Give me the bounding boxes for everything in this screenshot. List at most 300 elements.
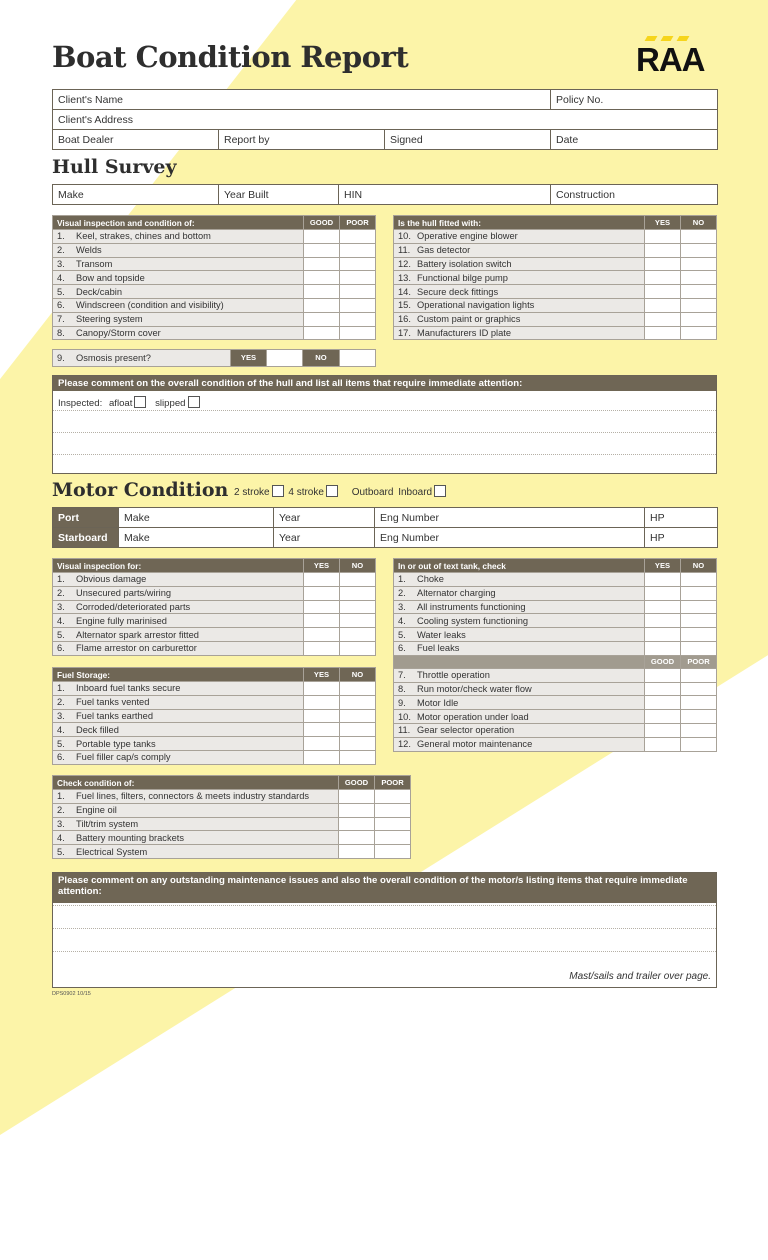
hull-visual-item-label — [53, 326, 304, 340]
tank-check-sub-checkbox-2[interactable] — [681, 710, 717, 724]
hull-visual-checkbox-1[interactable] — [304, 312, 340, 326]
client-info-table — [52, 89, 718, 150]
tank-check-sub-item-label — [394, 723, 645, 737]
tank-check-sub-checkbox-2[interactable] — [681, 737, 717, 751]
check-condition-header-row — [53, 776, 411, 790]
fuel-storage-checkbox-2[interactable] — [340, 709, 376, 723]
tank-check-sub-checkbox-2[interactable] — [681, 696, 717, 710]
fuel-storage-item-number: 3. — [57, 710, 65, 721]
check-condition-row — [53, 817, 411, 831]
fuel-storage-item-label — [53, 682, 304, 696]
fuel-storage-checkbox-1[interactable] — [304, 695, 340, 709]
slipped-checkbox[interactable] — [188, 396, 200, 408]
hull-fitted-item-label — [394, 243, 645, 257]
tank-check-col-no: NO — [681, 559, 717, 573]
hin-field[interactable]: HIN — [339, 185, 551, 205]
hull-visual-item-label — [53, 285, 304, 299]
port-make-field[interactable]: Make — [119, 508, 274, 528]
hull-visual-item-text: Bow and topside — [76, 272, 145, 283]
motor-visual-item-number: 5. — [57, 629, 65, 640]
hull-comment-panel — [52, 375, 717, 474]
hull-visual-item-text: Deck/cabin — [76, 286, 122, 297]
tank-check-sub-row — [394, 710, 717, 724]
hull-make-field[interactable]: Make — [53, 185, 219, 205]
fuel-storage-checkbox-1[interactable] — [304, 723, 340, 737]
hull-fitted-item-number: 15. — [398, 300, 411, 311]
hull-fitted-header: Is the hull fitted with: — [394, 216, 645, 230]
hull-visual-header-row — [53, 216, 376, 230]
hull-comment-area[interactable] — [53, 410, 716, 473]
fuel-storage-row — [53, 709, 376, 723]
page-title: Boat Condition Report — [52, 40, 409, 74]
tank-check-sub-item-text: Run motor/check water flow — [417, 683, 532, 694]
tank-check-item-label — [394, 600, 645, 614]
hull-visual-row — [53, 285, 376, 299]
motor-visual-item-label — [53, 600, 304, 614]
footer-code: DPS0902 10/15 — [52, 991, 91, 997]
fuel-storage-item-text: Fuel tanks earthed — [76, 710, 154, 721]
check-condition-item-number: 2. — [57, 805, 65, 816]
hull-visual-row — [53, 230, 376, 244]
check-condition-item-text: Electrical System — [76, 846, 148, 857]
fuel-storage-row — [53, 682, 376, 696]
hull-visual-checkbox-1[interactable] — [304, 285, 340, 299]
hull-details-table — [52, 184, 718, 205]
construction-field[interactable]: Construction — [551, 185, 718, 205]
tank-check-checkbox-2[interactable] — [681, 573, 717, 587]
hull-fitted-row — [394, 257, 717, 271]
hull-visual-row — [53, 298, 376, 312]
check-condition-header: Check condition of: — [53, 776, 339, 790]
hull-visual-item-number: 7. — [57, 314, 65, 325]
slipped-label: slipped — [155, 398, 186, 409]
motor-visual-row — [53, 614, 376, 628]
hull-visual-checkbox-2[interactable] — [340, 230, 376, 244]
check-condition-checkbox-2[interactable] — [375, 790, 411, 804]
port-hp-field[interactable]: HP — [645, 508, 718, 528]
fuel-storage-header: Fuel Storage: — [53, 668, 304, 682]
tank-check-item-text: Alternator charging — [417, 588, 496, 599]
tank-check-sub-item-label — [394, 710, 645, 724]
tank-check-item-number: 1. — [398, 574, 406, 585]
hull-fitted-checkbox-2[interactable] — [681, 230, 717, 244]
hull-visual-checkbox-2[interactable] — [340, 326, 376, 340]
tank-check-sub-checkbox-2[interactable] — [681, 682, 717, 696]
tank-check-sub-row — [394, 723, 717, 737]
tank-check-row — [394, 641, 717, 655]
check-condition-checkbox-1[interactable] — [339, 790, 375, 804]
hull-fitted-item-text: Custom paint or graphics — [417, 314, 521, 325]
tank-check-sub-checkbox-2[interactable] — [681, 723, 717, 737]
check-condition-item-text: Engine oil — [76, 805, 117, 816]
osmosis-number: 9. — [57, 353, 65, 363]
fuel-storage-row — [53, 723, 376, 737]
report-by-field[interactable]: Report by — [219, 130, 385, 150]
two-stroke-label: 2 stroke — [234, 487, 270, 498]
starboard-make-field[interactable]: Make — [119, 528, 274, 548]
check-condition-checkbox-2[interactable] — [375, 817, 411, 831]
motor-comment-header: Please comment on any outstanding maintenance issues and also the overall condition of the motor/s listing items that require immediate attention: — [53, 873, 716, 903]
fuel-storage-item-number: 1. — [57, 683, 65, 694]
check-condition-item-label — [53, 845, 339, 859]
hull-visual-table — [52, 215, 376, 340]
tank-check-checkbox-2[interactable] — [681, 600, 717, 614]
boat-dealer-field[interactable]: Boat Dealer — [53, 130, 219, 150]
motor-type-options — [234, 485, 446, 498]
hull-fitted-col-no: NO — [681, 216, 717, 230]
fuel-storage-col-yes: YES — [304, 668, 340, 682]
tank-check-col-yes: YES — [645, 559, 681, 573]
hull-visual-checkbox-2[interactable] — [340, 271, 376, 285]
tank-check-item-text: Fuel leaks — [417, 643, 460, 654]
hull-visual-row — [53, 271, 376, 285]
hull-visual-col-good: GOOD — [304, 216, 340, 230]
motor-visual-checkbox-2[interactable] — [340, 614, 376, 628]
hull-fitted-item-label — [394, 312, 645, 326]
motor-visual-checkbox-1[interactable] — [304, 628, 340, 642]
hull-visual-item-text: Transom — [76, 258, 113, 269]
mast-note: Mast/sails and trailer over page. — [569, 971, 711, 982]
tank-check-header: In or out of text tank, check — [394, 559, 645, 573]
hull-visual-row — [53, 326, 376, 340]
tank-check-checkbox-2[interactable] — [681, 586, 717, 600]
tank-check-sub-col-good: GOOD — [645, 655, 681, 668]
tank-check-checkbox-2[interactable] — [681, 641, 717, 655]
date-field[interactable]: Date — [551, 130, 718, 150]
hull-fitted-item-label — [394, 298, 645, 312]
inboard-checkbox[interactable] — [434, 485, 446, 497]
tank-check-sub-item-text: Throttle operation — [417, 670, 490, 681]
hull-visual-item-label — [53, 298, 304, 312]
client-name-field[interactable]: Client's Name — [53, 90, 551, 110]
tank-check-checkbox-1[interactable] — [645, 641, 681, 655]
hull-visual-checkbox-2[interactable] — [340, 243, 376, 257]
hull-fitted-item-number: 10. — [398, 231, 411, 242]
fuel-storage-item-number: 4. — [57, 724, 65, 735]
inboard-label: Inboard — [398, 487, 433, 498]
hull-fitted-item-number: 12. — [398, 258, 411, 269]
four-stroke-checkbox[interactable] — [326, 485, 338, 497]
check-condition-checkbox-2[interactable] — [375, 803, 411, 817]
hull-fitted-row — [394, 271, 717, 285]
outboard-label: Outboard — [351, 487, 394, 498]
motor-visual-checkbox-1[interactable] — [304, 641, 340, 655]
motor-comment-panel — [52, 872, 717, 988]
engine-details-table — [52, 507, 718, 548]
tank-check-sub-item-label — [394, 737, 645, 751]
tank-check-sub-checkbox-1[interactable] — [645, 710, 681, 724]
tank-check-sub-row — [394, 682, 717, 696]
hull-visual-checkbox-2[interactable] — [340, 312, 376, 326]
motor-visual-table — [52, 558, 376, 656]
fuel-storage-item-label — [53, 737, 304, 751]
hull-fitted-checkbox-2[interactable] — [681, 271, 717, 285]
hull-visual-item-label — [53, 312, 304, 326]
hull-fitted-item-label — [394, 271, 645, 285]
hull-fitted-checkbox-1[interactable] — [645, 285, 681, 299]
hull-visual-checkbox-1[interactable] — [304, 298, 340, 312]
tank-check-item-label — [394, 586, 645, 600]
motor-visual-item-label — [53, 586, 304, 600]
check-condition-checkbox-1[interactable] — [339, 817, 375, 831]
hull-fitted-item-label — [394, 257, 645, 271]
fuel-storage-item-label — [53, 723, 304, 737]
hull-fitted-item-number: 14. — [398, 286, 411, 297]
tank-check-sub-item-text: Motor operation under load — [417, 711, 529, 722]
motor-visual-checkbox-2[interactable] — [340, 628, 376, 642]
tank-check-row — [394, 628, 717, 642]
tank-check-header-row — [394, 559, 717, 573]
hull-visual-item-number: 1. — [57, 231, 65, 242]
tank-check-item-label — [394, 641, 645, 655]
hull-visual-item-label — [53, 257, 304, 271]
motor-visual-checkbox-2[interactable] — [340, 600, 376, 614]
check-condition-item-label — [53, 817, 339, 831]
hull-fitted-item-text: Functional bilge pump — [417, 272, 508, 283]
tank-check-checkbox-1[interactable] — [645, 573, 681, 587]
hull-visual-item-label — [53, 271, 304, 285]
starboard-year-field[interactable]: Year — [274, 528, 375, 548]
tank-check-row — [394, 573, 717, 587]
hull-visual-item-text: Windscreen (condition and visibility) — [76, 300, 224, 311]
fuel-storage-item-number: 6. — [57, 752, 65, 763]
hull-comment-header: Please comment on the overall condition of the hull and list all items that require immediate attention: — [53, 376, 716, 391]
hull-visual-item-number: 4. — [57, 272, 65, 283]
hull-fitted-checkbox-2[interactable] — [681, 257, 717, 271]
hull-fitted-checkbox-2[interactable] — [681, 326, 717, 340]
hull-fitted-row — [394, 326, 717, 340]
logo-text: RAA — [636, 41, 705, 78]
hull-fitted-row — [394, 285, 717, 299]
tank-check-sub-item-number: 11. — [398, 725, 411, 736]
hull-fitted-item-number: 13. — [398, 272, 411, 283]
tank-check-item-number: 2. — [398, 588, 406, 599]
hull-visual-item-number: 6. — [57, 300, 65, 311]
motor-condition-heading: Motor Condition — [52, 479, 229, 501]
fuel-storage-checkbox-1[interactable] — [304, 682, 340, 696]
fuel-storage-item-label — [53, 709, 304, 723]
hull-fitted-row — [394, 243, 717, 257]
tank-check-checkbox-1[interactable] — [645, 628, 681, 642]
fuel-storage-item-label — [53, 695, 304, 709]
tank-check-sub-checkbox-1[interactable] — [645, 682, 681, 696]
tank-check-checkbox-2[interactable] — [681, 614, 717, 628]
check-condition-checkbox-1[interactable] — [339, 845, 375, 859]
check-condition-checkbox-1[interactable] — [339, 803, 375, 817]
tank-check-sub-checkbox-1[interactable] — [645, 696, 681, 710]
hull-fitted-checkbox-1[interactable] — [645, 230, 681, 244]
starboard-label: Starboard — [53, 528, 119, 548]
hull-fitted-row — [394, 230, 717, 244]
hull-visual-checkbox-1[interactable] — [304, 230, 340, 244]
motor-visual-checkbox-1[interactable] — [304, 600, 340, 614]
hull-visual-item-number: 3. — [57, 258, 65, 269]
hull-fitted-checkbox-1[interactable] — [645, 271, 681, 285]
hull-fitted-item-text: Gas detector — [417, 245, 471, 256]
check-condition-table — [52, 775, 411, 859]
tank-check-sub-item-number: 8. — [398, 683, 406, 694]
motor-visual-item-number: 4. — [57, 615, 65, 626]
tank-check-sub-item-label — [394, 668, 645, 682]
afloat-checkbox[interactable] — [134, 396, 146, 408]
hull-visual-checkbox-2[interactable] — [340, 257, 376, 271]
motor-visual-row — [53, 600, 376, 614]
osmosis-yes-label: YES — [231, 350, 267, 367]
hull-fitted-item-number: 17. — [398, 327, 411, 338]
check-condition-item-number: 4. — [57, 832, 65, 843]
tank-check-item-number: 3. — [398, 601, 406, 612]
hull-survey-heading: Hull Survey — [52, 156, 177, 178]
hull-visual-row — [53, 257, 376, 271]
hull-fitted-checkbox-1[interactable] — [645, 243, 681, 257]
port-eng-number-field[interactable]: Eng Number — [375, 508, 645, 528]
hull-fitted-checkbox-1[interactable] — [645, 298, 681, 312]
tank-check-sub-checkbox-1[interactable] — [645, 737, 681, 751]
tank-check-item-text: Water leaks — [417, 629, 466, 640]
fuel-storage-checkbox-2[interactable] — [340, 750, 376, 764]
hull-visual-checkbox-1[interactable] — [304, 257, 340, 271]
hull-fitted-checkbox-1[interactable] — [645, 257, 681, 271]
hull-fitted-item-label — [394, 326, 645, 340]
motor-visual-item-text: Obvious damage — [76, 574, 147, 585]
tank-check-sub-row — [394, 737, 717, 751]
tank-check-item-label — [394, 573, 645, 587]
motor-visual-header-row — [53, 559, 376, 573]
inspected-label: Inspected: — [58, 398, 103, 409]
hull-fitted-item-text: Operational navigation lights — [417, 300, 535, 311]
fuel-storage-checkbox-1[interactable] — [304, 750, 340, 764]
inspected-row — [58, 396, 200, 409]
motor-visual-checkbox-2[interactable] — [340, 586, 376, 600]
hull-fitted-col-yes: YES — [645, 216, 681, 230]
hull-fitted-item-text: Manufacturers ID plate — [417, 327, 512, 338]
hull-fitted-checkbox-2[interactable] — [681, 285, 717, 299]
tank-check-checkbox-1[interactable] — [645, 586, 681, 600]
motor-visual-item-label — [53, 641, 304, 655]
check-condition-item-number: 3. — [57, 818, 65, 829]
fuel-storage-checkbox-1[interactable] — [304, 737, 340, 751]
tank-check-sub-item-number: 12. — [398, 739, 411, 750]
policy-no-field[interactable]: Policy No. — [551, 90, 718, 110]
hull-fitted-item-number: 11. — [398, 245, 411, 256]
hull-fitted-checkbox-2[interactable] — [681, 298, 717, 312]
tank-check-sub-item-text: Gear selector operation — [417, 725, 515, 736]
hull-fitted-checkbox-1[interactable] — [645, 312, 681, 326]
hull-visual-checkbox-2[interactable] — [340, 285, 376, 299]
hull-fitted-checkbox-2[interactable] — [681, 312, 717, 326]
tank-check-sub-header — [394, 655, 645, 668]
motor-visual-row — [53, 586, 376, 600]
osmosis-no-box[interactable] — [340, 350, 376, 367]
check-condition-checkbox-2[interactable] — [375, 845, 411, 859]
starboard-hp-field[interactable]: HP — [645, 528, 718, 548]
hull-visual-checkbox-1[interactable] — [304, 326, 340, 340]
motor-visual-item-number: 2. — [57, 588, 65, 599]
motor-visual-checkbox-1[interactable] — [304, 614, 340, 628]
tank-check-checkbox-2[interactable] — [681, 628, 717, 642]
hull-visual-checkbox-1[interactable] — [304, 243, 340, 257]
motor-visual-item-text: Unsecured parts/wiring — [76, 588, 172, 599]
motor-visual-checkbox-2[interactable] — [340, 573, 376, 587]
fuel-storage-checkbox-1[interactable] — [304, 709, 340, 723]
hull-visual-checkbox-1[interactable] — [304, 271, 340, 285]
signed-field[interactable]: Signed — [385, 130, 551, 150]
fuel-storage-item-number: 2. — [57, 697, 65, 708]
fuel-storage-checkbox-2[interactable] — [340, 695, 376, 709]
check-condition-row — [53, 803, 411, 817]
hull-visual-item-text: Welds — [76, 245, 102, 256]
check-condition-row — [53, 790, 411, 804]
hull-fitted-checkbox-1[interactable] — [645, 326, 681, 340]
fuel-storage-checkbox-2[interactable] — [340, 737, 376, 751]
check-condition-item-text: Tilt/trim system — [76, 818, 139, 829]
hull-visual-row — [53, 312, 376, 326]
tank-check-sub-checkbox-1[interactable] — [645, 668, 681, 682]
motor-visual-item-text: Alternator spark arrestor fitted — [76, 629, 199, 640]
fuel-storage-checkbox-2[interactable] — [340, 682, 376, 696]
tank-check-checkbox-1[interactable] — [645, 614, 681, 628]
tank-check-sub-checkbox-1[interactable] — [645, 723, 681, 737]
tank-check-sub-item-label — [394, 682, 645, 696]
check-condition-checkbox-1[interactable] — [339, 831, 375, 845]
tank-check-sub-checkbox-2[interactable] — [681, 668, 717, 682]
hull-fitted-item-text: Operative engine blower — [417, 231, 518, 242]
tank-check-checkbox-1[interactable] — [645, 600, 681, 614]
hull-visual-col-poor: POOR — [340, 216, 376, 230]
port-year-field[interactable]: Year — [274, 508, 375, 528]
two-stroke-checkbox[interactable] — [272, 485, 284, 497]
tank-check-sub-row — [394, 668, 717, 682]
motor-visual-checkbox-1[interactable] — [304, 573, 340, 587]
check-condition-row — [53, 831, 411, 845]
starboard-eng-number-field[interactable]: Eng Number — [375, 528, 645, 548]
tank-check-table — [393, 558, 717, 752]
check-condition-row — [53, 845, 411, 859]
hull-visual-item-text: Canopy/Storm cover — [76, 327, 161, 338]
check-condition-item-label — [53, 831, 339, 845]
motor-visual-checkbox-2[interactable] — [340, 641, 376, 655]
client-address-field[interactable]: Client's Address — [53, 110, 718, 130]
fuel-storage-checkbox-2[interactable] — [340, 723, 376, 737]
fuel-storage-row — [53, 695, 376, 709]
tank-check-sub-item-number: 10. — [398, 711, 411, 722]
osmosis-label — [53, 350, 231, 367]
osmosis-yes-box[interactable] — [267, 350, 303, 367]
check-condition-col-good: GOOD — [339, 776, 375, 790]
tank-check-sub-col-poor: POOR — [681, 655, 717, 668]
year-built-field[interactable]: Year Built — [219, 185, 339, 205]
motor-visual-item-label — [53, 573, 304, 587]
tank-check-row — [394, 586, 717, 600]
check-condition-item-label — [53, 803, 339, 817]
hull-fitted-table — [393, 215, 717, 340]
motor-visual-checkbox-1[interactable] — [304, 586, 340, 600]
motor-visual-item-number: 1. — [57, 574, 65, 585]
afloat-label: afloat — [108, 398, 133, 409]
motor-visual-row — [53, 641, 376, 655]
tank-check-item-number: 5. — [398, 629, 406, 640]
hull-fitted-item-label — [394, 230, 645, 244]
hull-visual-item-number: 8. — [57, 327, 65, 338]
fuel-storage-item-number: 5. — [57, 738, 65, 749]
hull-visual-checkbox-2[interactable] — [340, 298, 376, 312]
tank-check-sub-item-number: 7. — [398, 670, 406, 681]
check-condition-checkbox-2[interactable] — [375, 831, 411, 845]
motor-visual-header: Visual inspection for: — [53, 559, 304, 573]
hull-fitted-checkbox-2[interactable] — [681, 243, 717, 257]
motor-visual-item-text: Engine fully marinised — [76, 615, 167, 626]
motor-visual-row — [53, 628, 376, 642]
